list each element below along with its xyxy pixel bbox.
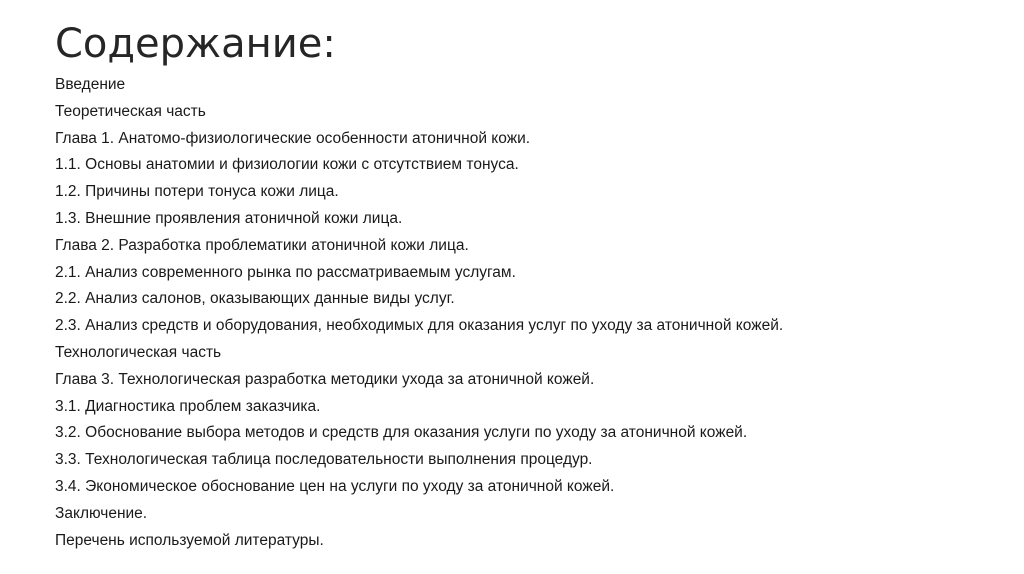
- toc-item-1-2: 1.2. Причины потери тонуса кожи лица.: [55, 183, 339, 201]
- slide-title: Содержание:: [55, 21, 336, 67]
- toc-item-theoretical-part: Теоретическая часть: [55, 102, 206, 120]
- toc-item-introduction: Введение: [55, 76, 126, 93]
- toc-item-3-4: 3.4. Экономическое обоснование цен на услуги по уходу за атоничной кожей.: [55, 477, 615, 495]
- toc-item-2-1: 2.1. Анализ современного рынка по рассматриваемым услугам.: [55, 263, 516, 281]
- toc-item-references: Перечень используемой литературы.: [55, 531, 324, 549]
- toc-item-technological-part: Технологическая часть: [55, 343, 222, 361]
- toc-item-1-1: 1.1. Основы анатомии и физиологии кожи с отсутствием тонуса.: [55, 156, 519, 174]
- toc-item-3-3: 3.3. Технологическая таблица последовательности выполнения процедур.: [55, 451, 593, 469]
- toc-item-chapter-2: Глава 2. Разработка проблематики атоничной кожи лица.: [55, 236, 469, 254]
- toc-item-3-2: 3.2. Обоснование выбора методов и средств для оказания услуги по уходу за атоничной кожей.: [55, 424, 748, 442]
- toc-item-conclusion: Заключение.: [55, 504, 148, 522]
- toc-item-1-3: 1.3. Внешние проявления атоничной кожи лица.: [55, 209, 403, 227]
- toc-item-2-3: 2.3. Анализ средств и оборудования, необходимых для оказания услуг по уходу за атоничной кожей.: [55, 317, 784, 335]
- toc-item-2-2: 2.2. Анализ салонов, оказывающих данные виды услуг.: [55, 290, 455, 308]
- toc-item-3-1: 3.1. Диагностика проблем заказчика.: [55, 397, 321, 415]
- toc-item-chapter-3: Глава 3. Технологическая разработка методики ухода за атоничной кожей.: [55, 370, 595, 388]
- toc-item-chapter-1: Глава 1. Анатомо-физиологические особенности атоничной кожи.: [55, 129, 531, 147]
- table-of-contents: [55, 72, 783, 554]
